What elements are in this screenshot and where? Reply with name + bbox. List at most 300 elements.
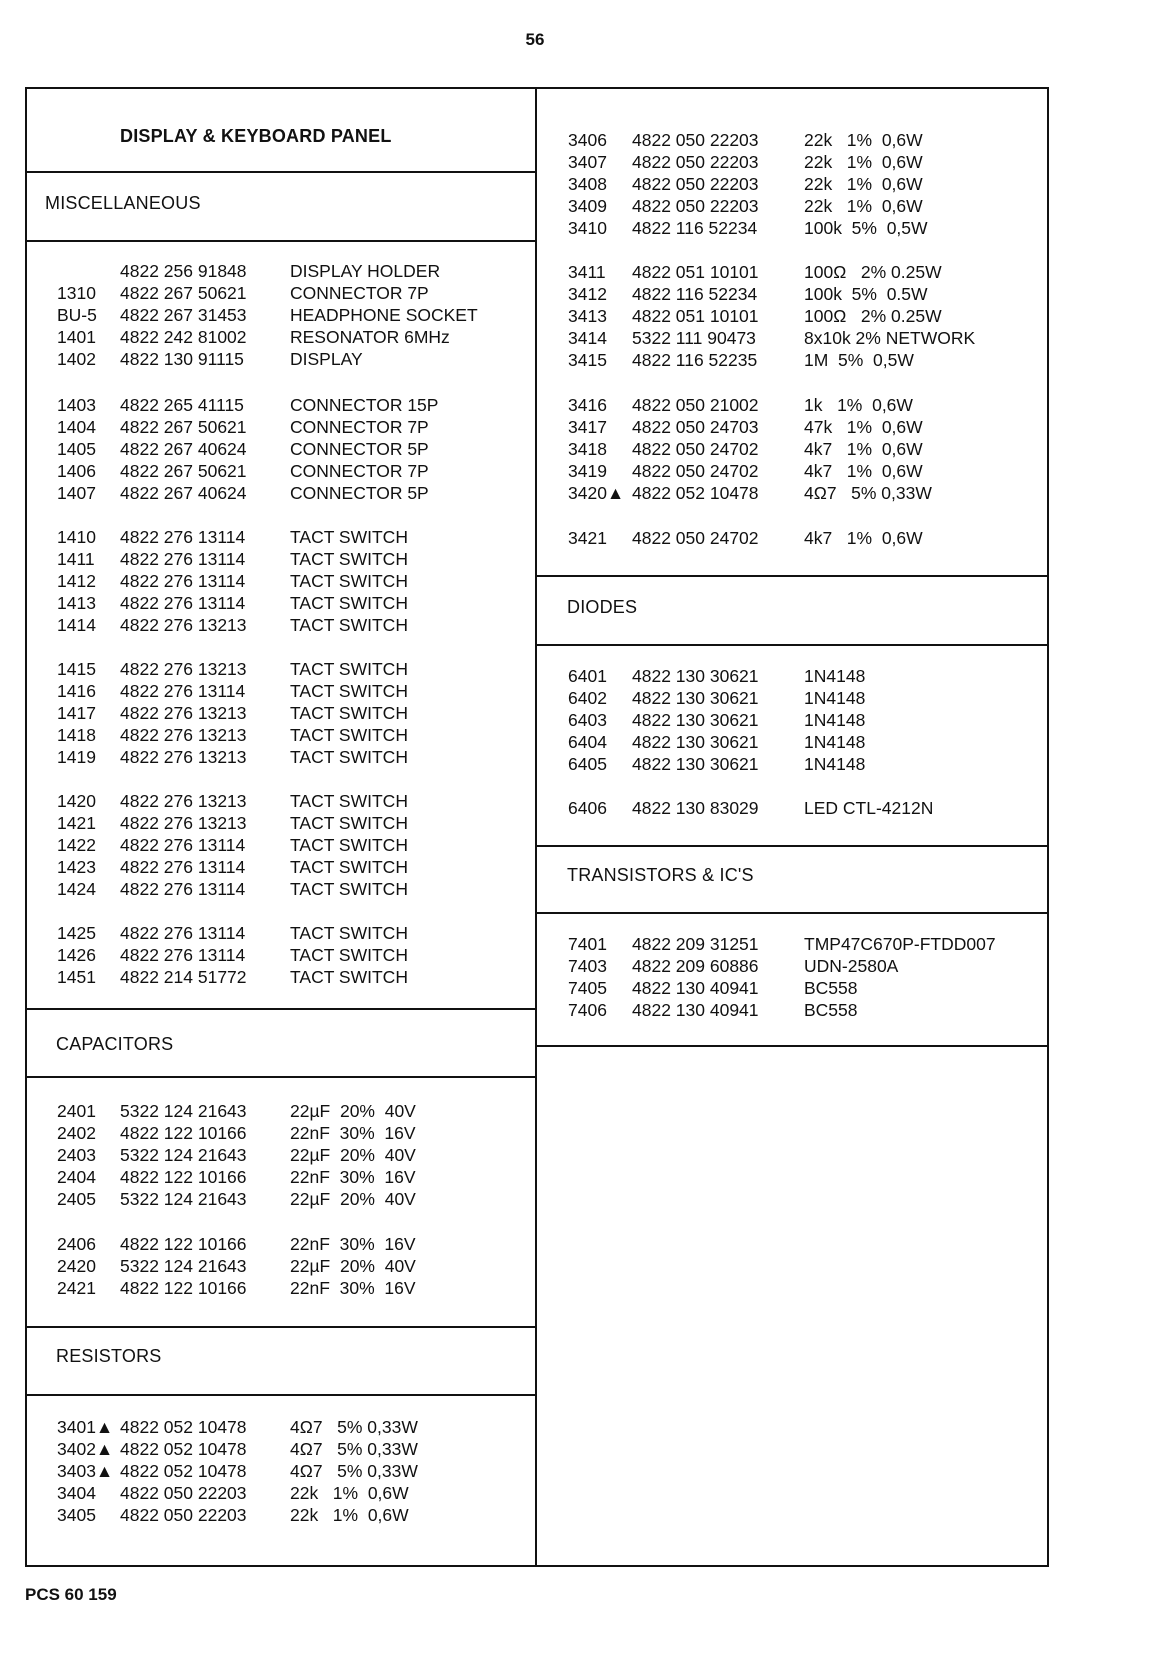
part-reference: 2404 — [57, 1167, 96, 1187]
part-description: TACT SWITCH — [290, 659, 408, 679]
part-row — [25, 1416, 535, 1438]
part-row — [25, 1277, 535, 1299]
part-description: LED CTL-4212N — [804, 798, 934, 818]
part-reference: 1417 — [57, 703, 96, 723]
part-group — [25, 1416, 535, 1526]
part-reference: 3418 — [568, 439, 607, 459]
part-group — [25, 1100, 535, 1210]
part-description: TACT SWITCH — [290, 615, 408, 635]
part-reference: 1401 — [57, 327, 96, 347]
part-number: 4822 050 22203 — [120, 1505, 247, 1525]
part-number: 4822 130 30621 — [632, 732, 759, 752]
part-group — [536, 665, 1048, 775]
part-row — [536, 195, 1048, 217]
part-number: 4822 276 13213 — [120, 703, 247, 723]
part-row — [25, 724, 535, 746]
part-reference: 1420 — [57, 791, 96, 811]
part-row — [25, 812, 535, 834]
part-row — [25, 1166, 535, 1188]
part-number: 4822 276 13114 — [120, 593, 246, 613]
part-number: 4822 130 30621 — [632, 710, 759, 730]
part-number: 4822 276 13114 — [120, 549, 246, 569]
part-reference: 1402 — [57, 349, 96, 369]
part-reference: 6404 — [568, 732, 607, 752]
part-row — [536, 283, 1048, 305]
part-description: TACT SWITCH — [290, 681, 408, 701]
part-group — [25, 658, 535, 768]
part-number: 4822 116 52234 — [632, 218, 758, 238]
part-row — [25, 1233, 535, 1255]
part-description: TACT SWITCH — [290, 835, 408, 855]
part-description: CONNECTOR 5P — [290, 439, 429, 459]
part-reference: 1406 — [57, 461, 96, 481]
part-number: 4822 276 13213 — [120, 659, 247, 679]
part-reference: 6401 — [568, 666, 607, 686]
part-group — [25, 922, 535, 988]
part-row — [536, 327, 1048, 349]
part-description: 22µF 20% 40V — [290, 1101, 416, 1121]
part-row — [536, 977, 1048, 999]
part-number: 4822 052 10478 — [120, 1461, 247, 1481]
part-description: RESONATOR 6MHz — [290, 327, 450, 347]
section-heading-capacitors: CAPACITORS — [56, 1034, 174, 1054]
part-description: 22k 1% 0,6W — [804, 130, 923, 150]
part-number: 4822 130 30621 — [632, 666, 759, 686]
part-description: 1N4148 — [804, 666, 866, 686]
part-number: 4822 050 22203 — [632, 152, 759, 172]
part-reference: 1421 — [57, 813, 96, 833]
part-group — [25, 526, 535, 636]
part-row — [536, 797, 1048, 819]
part-row — [536, 665, 1048, 687]
part-description: 8x10k 2% NETWORK — [804, 328, 976, 348]
part-row — [25, 834, 535, 856]
part-description: 22k 1% 0,6W — [804, 174, 923, 194]
part-row — [25, 944, 535, 966]
part-description: 22nF 30% 16V — [290, 1167, 416, 1187]
part-number: 4822 050 22203 — [120, 1483, 247, 1503]
part-number: 4822 130 40941 — [632, 1000, 759, 1020]
part-group — [536, 394, 1048, 504]
part-description: 1N4148 — [804, 732, 866, 752]
part-row — [536, 955, 1048, 977]
part-reference: 1424 — [57, 879, 96, 899]
part-reference: 1426 — [57, 945, 96, 965]
part-reference: 3404 — [57, 1483, 96, 1503]
part-reference: 3401▲ — [57, 1417, 114, 1437]
part-number: 4822 122 10166 — [120, 1278, 247, 1298]
part-row — [25, 746, 535, 768]
part-description: DISPLAY HOLDER — [290, 261, 441, 281]
part-row — [536, 438, 1048, 460]
part-description: 4Ω7 5% 0,33W — [290, 1439, 418, 1459]
part-description: 22k 1% 0,6W — [290, 1483, 409, 1503]
part-description: HEADPHONE SOCKET — [290, 305, 478, 325]
part-description: CONNECTOR 7P — [290, 461, 429, 481]
part-reference: 3419 — [568, 461, 607, 481]
part-number: 4822 267 40624 — [120, 439, 247, 459]
part-description: 4Ω7 5% 0,33W — [290, 1417, 418, 1437]
part-row — [536, 482, 1048, 504]
part-reference: 7406 — [568, 1000, 607, 1020]
part-reference: 6402 — [568, 688, 607, 708]
part-reference: 1410 — [57, 527, 96, 547]
part-row — [25, 1144, 535, 1166]
part-number: 4822 276 13114 — [120, 879, 246, 899]
part-reference: 3416 — [568, 395, 607, 415]
part-row — [25, 614, 535, 636]
part-row — [25, 570, 535, 592]
panel-title: DISPLAY & KEYBOARD PANEL — [120, 126, 392, 146]
divider — [25, 240, 536, 242]
divider — [25, 1076, 536, 1078]
part-description: 1N4148 — [804, 688, 866, 708]
part-reference: 2421 — [57, 1278, 96, 1298]
part-reference: 2406 — [57, 1234, 96, 1254]
part-reference: 1416 — [57, 681, 96, 701]
part-description: TACT SWITCH — [290, 571, 408, 591]
part-number: 5322 124 21643 — [120, 1145, 247, 1165]
section-heading-resistors: RESISTORS — [56, 1346, 162, 1366]
part-description: 4Ω7 5% 0,33W — [804, 483, 932, 503]
part-row — [25, 282, 535, 304]
part-number: 5322 124 21643 — [120, 1101, 247, 1121]
part-number: 4822 267 31453 — [120, 305, 247, 325]
part-row — [536, 217, 1048, 239]
divider — [25, 1326, 536, 1328]
part-number: 4822 276 13213 — [120, 813, 247, 833]
part-row — [25, 878, 535, 900]
part-number: 4822 122 10166 — [120, 1123, 247, 1143]
part-row — [536, 261, 1048, 283]
part-row — [25, 966, 535, 988]
part-reference: 1310 — [57, 283, 96, 303]
part-group — [536, 129, 1048, 239]
part-row — [536, 753, 1048, 775]
part-description: TACT SWITCH — [290, 703, 408, 723]
part-reference: 3410 — [568, 218, 607, 238]
part-row — [25, 526, 535, 548]
part-description: TACT SWITCH — [290, 725, 408, 745]
part-reference: 7401 — [568, 934, 607, 954]
part-row — [25, 592, 535, 614]
part-number: 4822 130 40941 — [632, 978, 759, 998]
part-reference: 1422 — [57, 835, 96, 855]
part-description: TACT SWITCH — [290, 945, 408, 965]
part-description: 100k 5% 0,5W — [804, 218, 928, 238]
part-row — [25, 1504, 535, 1526]
part-row — [536, 416, 1048, 438]
part-group — [25, 790, 535, 900]
part-row — [25, 548, 535, 570]
part-description: TACT SWITCH — [290, 857, 408, 877]
part-row — [25, 922, 535, 944]
part-row — [25, 1482, 535, 1504]
part-number: 4822 122 10166 — [120, 1167, 247, 1187]
part-number: 4822 265 41115 — [120, 395, 244, 415]
part-number: 4822 276 13114 — [120, 923, 246, 943]
part-number: 4822 267 40624 — [120, 483, 247, 503]
part-group — [25, 1233, 535, 1299]
part-number: 4822 052 10478 — [120, 1439, 247, 1459]
part-description: TACT SWITCH — [290, 879, 408, 899]
part-number: 4822 209 31251 — [632, 934, 759, 954]
part-reference: 2405 — [57, 1189, 96, 1209]
part-number: 4822 050 24702 — [632, 439, 759, 459]
part-description: 1N4148 — [804, 710, 866, 730]
part-row — [536, 709, 1048, 731]
part-description: TACT SWITCH — [290, 923, 408, 943]
part-group — [25, 394, 535, 504]
part-description: CONNECTOR 7P — [290, 283, 429, 303]
part-number: 4822 276 13114 — [120, 945, 246, 965]
part-reference: 1423 — [57, 857, 96, 877]
part-row — [25, 394, 535, 416]
part-reference: 3411 — [568, 262, 606, 282]
part-number: 4822 256 91848 — [120, 261, 247, 281]
part-description: 1k 1% 0,6W — [804, 395, 913, 415]
part-number: 4822 050 22203 — [632, 196, 759, 216]
part-reference: 3409 — [568, 196, 607, 216]
part-reference: 1403 — [57, 395, 96, 415]
part-description: 1M 5% 0,5W — [804, 350, 914, 370]
part-number: 5322 124 21643 — [120, 1256, 247, 1276]
part-row — [25, 438, 535, 460]
part-description: 47k 1% 0,6W — [804, 417, 923, 437]
part-reference: 1413 — [57, 593, 96, 613]
part-row — [25, 658, 535, 680]
part-description: 1N4148 — [804, 754, 866, 774]
part-row — [25, 1255, 535, 1277]
part-reference: 3403▲ — [57, 1461, 114, 1481]
part-description: BC558 — [804, 1000, 858, 1020]
part-description: TACT SWITCH — [290, 549, 408, 569]
part-group — [536, 527, 1048, 549]
part-row — [25, 304, 535, 326]
part-number: 4822 276 13213 — [120, 747, 247, 767]
part-reference: BU-5 — [57, 305, 97, 325]
part-description: 22µF 20% 40V — [290, 1189, 416, 1209]
part-reference: 3420▲ — [568, 483, 625, 503]
part-reference: 1451 — [57, 967, 96, 987]
part-number: 4822 276 13114 — [120, 857, 246, 877]
part-number: 4822 050 21002 — [632, 395, 759, 415]
part-description: BC558 — [804, 978, 858, 998]
divider — [536, 845, 1049, 847]
part-number: 4822 050 24702 — [632, 528, 759, 548]
part-row — [536, 129, 1048, 151]
part-description: 22k 1% 0,6W — [804, 196, 923, 216]
part-number: 4822 052 10478 — [632, 483, 759, 503]
part-row — [25, 702, 535, 724]
part-reference: 2401 — [57, 1101, 96, 1121]
divider — [536, 912, 1049, 914]
part-description: 4k7 1% 0,6W — [804, 461, 923, 481]
part-number: 4822 116 52234 — [632, 284, 758, 304]
part-number: 4822 130 30621 — [632, 688, 759, 708]
part-number: 4822 267 50621 — [120, 417, 247, 437]
part-row — [536, 527, 1048, 549]
part-description: 22k 1% 0,6W — [290, 1505, 409, 1525]
part-number: 4822 276 13213 — [120, 791, 247, 811]
part-row — [25, 1122, 535, 1144]
part-number: 4822 209 60886 — [632, 956, 759, 976]
part-row — [536, 349, 1048, 371]
part-description: 22nF 30% 16V — [290, 1123, 416, 1143]
part-row — [25, 482, 535, 504]
part-reference: 3414 — [568, 328, 607, 348]
part-row — [25, 680, 535, 702]
part-reference: 3421 — [568, 528, 607, 548]
part-description: CONNECTOR 5P — [290, 483, 429, 503]
part-row — [25, 1438, 535, 1460]
section-heading-miscellaneous: MISCELLANEOUS — [45, 193, 201, 213]
divider — [25, 1008, 536, 1010]
part-reference: 3415 — [568, 350, 607, 370]
part-reference: 3402▲ — [57, 1439, 114, 1459]
part-number: 4822 122 10166 — [120, 1234, 247, 1254]
part-reference: 7403 — [568, 956, 607, 976]
part-number: 4822 130 83029 — [632, 798, 759, 818]
part-reference: 1415 — [57, 659, 96, 679]
part-description: 100Ω 2% 0.25W — [804, 262, 942, 282]
part-reference: 3405 — [57, 1505, 96, 1525]
part-description: 4k7 1% 0,6W — [804, 528, 923, 548]
section-heading-transistors: TRANSISTORS & IC'S — [567, 865, 754, 885]
part-number: 4822 050 22203 — [632, 130, 759, 150]
part-number: 4822 214 51772 — [120, 967, 247, 987]
part-reference: 1414 — [57, 615, 96, 635]
part-number: 4822 242 81002 — [120, 327, 247, 347]
part-row — [25, 1100, 535, 1122]
part-description: TACT SWITCH — [290, 967, 408, 987]
part-reference: 2420 — [57, 1256, 96, 1276]
divider — [25, 171, 536, 173]
part-row — [25, 460, 535, 482]
part-reference: 2403 — [57, 1145, 96, 1165]
part-row — [25, 1188, 535, 1210]
part-description: TACT SWITCH — [290, 791, 408, 811]
part-description: CONNECTOR 15P — [290, 395, 439, 415]
part-number: 4822 276 13114 — [120, 571, 246, 591]
part-description: 22nF 30% 16V — [290, 1234, 416, 1254]
part-description: DISPLAY — [290, 349, 363, 369]
part-reference: 3417 — [568, 417, 607, 437]
part-description: 4k7 1% 0,6W — [804, 439, 923, 459]
part-reference: 3408 — [568, 174, 607, 194]
part-row — [536, 687, 1048, 709]
part-row — [25, 348, 535, 370]
part-description: 22µF 20% 40V — [290, 1256, 416, 1276]
part-reference: 3413 — [568, 306, 607, 326]
part-group — [536, 933, 1048, 1021]
part-number: 4822 267 50621 — [120, 461, 247, 481]
part-description: TMP47C670P-FTDD007 — [804, 934, 996, 954]
part-description: 4Ω7 5% 0,33W — [290, 1461, 418, 1481]
part-reference: 6406 — [568, 798, 607, 818]
part-number: 4822 051 10101 — [632, 306, 759, 326]
part-number: 4822 130 30621 — [632, 754, 759, 774]
part-number: 5322 111 90473 — [632, 328, 756, 348]
part-number: 4822 116 52235 — [632, 350, 758, 370]
part-number: 4822 051 10101 — [632, 262, 759, 282]
part-row — [536, 933, 1048, 955]
part-group — [536, 261, 1048, 371]
page-number: 56 — [525, 30, 545, 49]
part-row — [536, 394, 1048, 416]
part-number: 4822 276 13114 — [120, 681, 246, 701]
part-description: CONNECTOR 7P — [290, 417, 429, 437]
part-row — [536, 999, 1048, 1021]
part-row — [25, 856, 535, 878]
part-number: 4822 276 13213 — [120, 725, 247, 745]
part-row — [25, 790, 535, 812]
part-reference: 3407 — [568, 152, 607, 172]
part-reference: 1404 — [57, 417, 96, 437]
part-reference: 1411 — [57, 549, 95, 569]
part-description: 22µF 20% 40V — [290, 1145, 416, 1165]
divider — [25, 1394, 536, 1396]
part-description: 100k 5% 0.5W — [804, 284, 928, 304]
part-reference: 1412 — [57, 571, 96, 591]
part-reference: 1405 — [57, 439, 96, 459]
part-reference: 1418 — [57, 725, 96, 745]
part-group — [536, 797, 1048, 819]
part-reference: 2402 — [57, 1123, 96, 1143]
part-row — [536, 731, 1048, 753]
part-row — [25, 1460, 535, 1482]
part-number: 4822 050 22203 — [632, 174, 759, 194]
part-description: 22k 1% 0,6W — [804, 152, 923, 172]
part-description: TACT SWITCH — [290, 593, 408, 613]
part-description: TACT SWITCH — [290, 813, 408, 833]
part-reference: 1425 — [57, 923, 96, 943]
part-reference: 7405 — [568, 978, 607, 998]
part-number: 4822 130 91115 — [120, 349, 244, 369]
part-description: UDN-2580A — [804, 956, 899, 976]
part-description: 100Ω 2% 0.25W — [804, 306, 942, 326]
part-reference: 1419 — [57, 747, 96, 767]
part-number: 4822 050 24702 — [632, 461, 759, 481]
part-reference: 6405 — [568, 754, 607, 774]
part-description: 22nF 30% 16V — [290, 1278, 416, 1298]
part-number: 4822 052 10478 — [120, 1417, 247, 1437]
part-number: 4822 276 13213 — [120, 615, 247, 635]
divider — [536, 1045, 1049, 1047]
part-number: 4822 050 24703 — [632, 417, 759, 437]
document-code: PCS 60 159 — [25, 1585, 117, 1604]
part-number: 4822 276 13114 — [120, 527, 246, 547]
part-reference: 1407 — [57, 483, 96, 503]
part-number: 4822 267 50621 — [120, 283, 247, 303]
part-reference: 3406 — [568, 130, 607, 150]
part-row — [536, 305, 1048, 327]
divider — [536, 644, 1049, 646]
part-group — [25, 260, 535, 370]
section-heading-diodes: DIODES — [567, 597, 638, 617]
part-number: 4822 276 13114 — [120, 835, 246, 855]
divider — [536, 575, 1049, 577]
part-number: 5322 124 21643 — [120, 1189, 247, 1209]
part-reference: 3412 — [568, 284, 607, 304]
part-description: TACT SWITCH — [290, 527, 408, 547]
part-row — [25, 260, 535, 282]
part-row — [536, 173, 1048, 195]
part-row — [25, 326, 535, 348]
part-row — [536, 460, 1048, 482]
part-row — [536, 151, 1048, 173]
part-description: TACT SWITCH — [290, 747, 408, 767]
